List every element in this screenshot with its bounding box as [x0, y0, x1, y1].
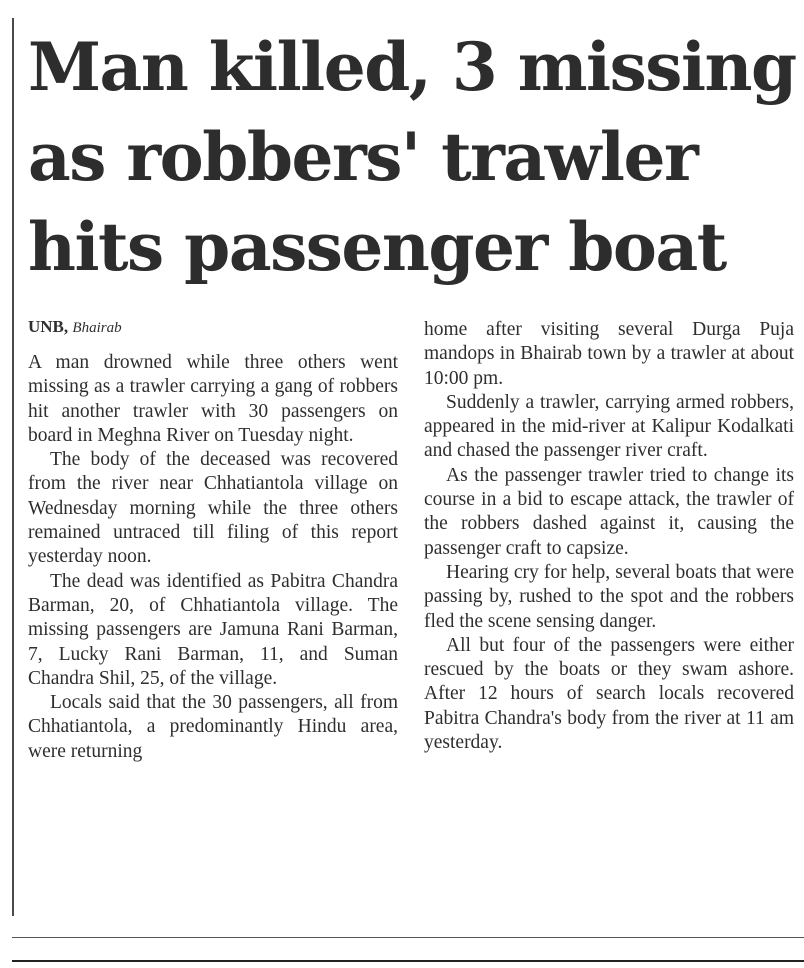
article-paragraph: Locals said that the 30 passengers, all from Chhatiantola, a predominantly Hindu area, were returning	[28, 692, 398, 762]
column-rule	[12, 18, 14, 916]
article-paragraph: Hearing cry for help, several boats that were passing by, rushed to the spot and the robbers fled the scene sensing danger.	[424, 561, 794, 632]
bottom-divider	[12, 937, 804, 938]
article-paragraph: home after visiting several Durga Puja mandops in Bhairab town by a trawler at about 10:00 pm.	[424, 319, 794, 389]
headline-line-3: hits passenger boat	[28, 208, 726, 286]
article-paragraph: Suddenly a trawler, carrying armed robbers, appeared in the mid-river at Kalipur Kodalkati and chased the passenger river craft.	[424, 391, 794, 462]
article-column-right	[424, 318, 794, 755]
article-paragraph: All but four of the passengers were either rescued by the boats or they swam ashore. After 12 hours of search locals recovered Pabitra Chandra's body from the river at 11 am yesterday.	[424, 634, 794, 754]
byline-agency: UNB,	[28, 317, 69, 336]
headline-line-1: Man killed, 3 missing	[28, 28, 796, 106]
headline	[28, 22, 798, 292]
article-paragraph: A man drowned while three others went missing as a trawler carrying a gang of robbers hit another trawler with 30 passengers on board in Meghna River on Tuesday night.	[28, 352, 398, 446]
article-paragraph: The dead was identified as Pabitra Chandra Barman, 20, of Chhatiantola village. The missing passengers are Jamuna Rani Barman, 7, Lucky Rani Barman, 11, and Suman Chandra Shil, 25, of the village.	[28, 570, 398, 689]
byline	[28, 316, 398, 339]
article-paragraph: As the passenger trawler tried to change its course in a bid to escape attack, the trawler of the robbers dashed against it, causing the passenger craft to capsize.	[424, 464, 794, 559]
next-article-border	[12, 960, 804, 968]
byline-place: Bhairab	[72, 320, 122, 336]
article-paragraph: The body of the deceased was recovered from the river near Chhatiantola village on Wednesday morning while the three others remained untraced till filing of this report yesterday noon.	[28, 449, 398, 568]
article-column-left	[28, 312, 398, 764]
headline-line-2: as robbers' trawler	[28, 118, 698, 196]
